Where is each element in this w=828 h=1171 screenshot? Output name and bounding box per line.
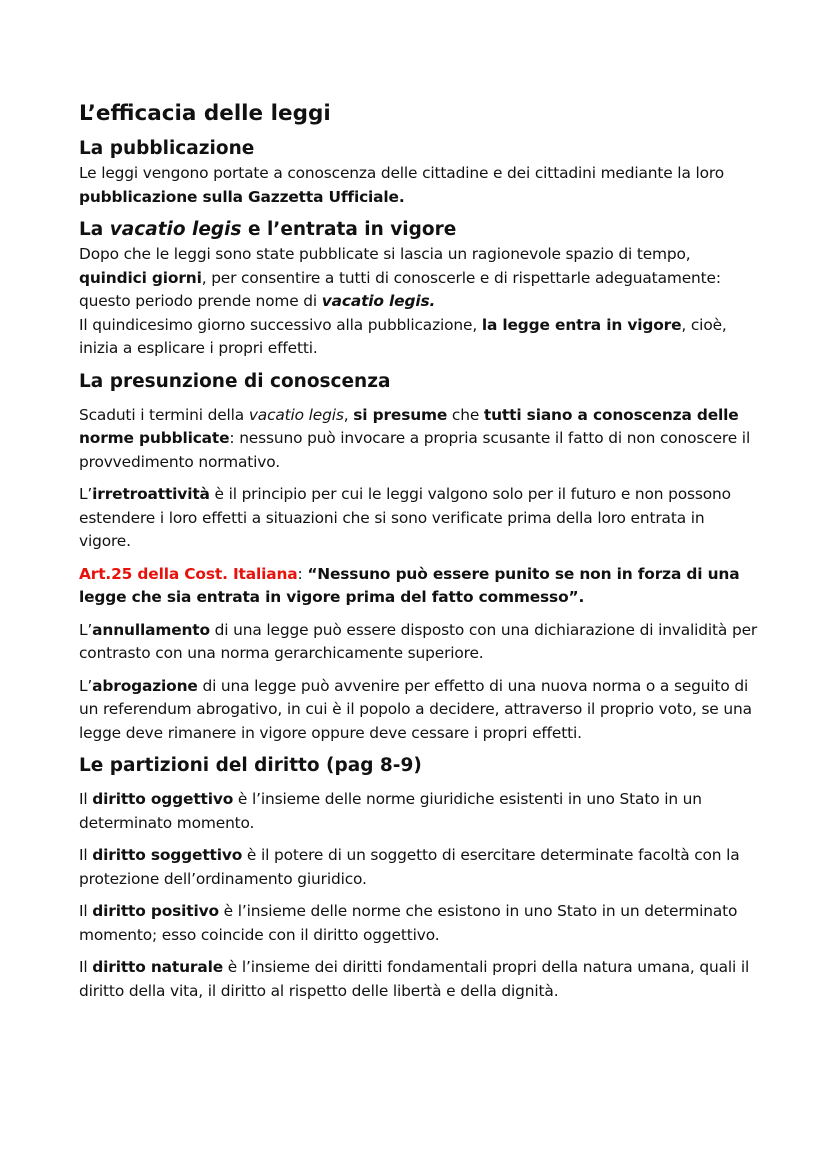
paragraph-pubblicazione: Le leggi vengono portate a conoscenza delle cittadine e dei cittadini mediante la loro pubblicazione sulla Gazzetta Ufficiale. (79, 164, 724, 206)
paragraph-diritto-naturale: Il diritto naturale è l’insieme dei diritti fondamentali propri della natura umana, quali il diritto della vita, il diritto al rispetto delle libertà e della dignità. (79, 958, 750, 1000)
paragraph-diritto-positivo: Il diritto positivo è l’insieme delle norme che esistono in uno Stato in un determinato momento; esso coincide con il diritto oggettivo. (79, 902, 738, 944)
paragraph-diritto-soggettivo: Il diritto soggettivo è il potere di un soggetto di esercitare determinate facoltà con la protezione dell’ordinamento giuridico. (79, 846, 740, 888)
document-page (79, 100, 759, 1003)
document-title: L’efficacia delle leggi (79, 101, 331, 126)
heading-pubblicazione: La pubblicazione (79, 138, 255, 159)
paragraph-vacatio-legis: Dopo che le leggi sono state pubblicate si lascia un ragionevole spazio di tempo, quindici giorni, per consentire a tutti di conoscerle e di rispettarle adeguatamente: questo periodo prende nome di vacatio legis. (79, 245, 721, 310)
art25-reference: Art.25 della Cost. Italiana (79, 564, 298, 583)
paragraph-presunzione: Scaduti i termini della vacatio legis, si presume che tutti siano a conoscenza delle norme pubblicate: nessuno può invocare a propria scusante il fatto di non conoscere il provvedimento normativo. (79, 405, 751, 471)
heading-presunzione: La presunzione di conoscenza (79, 370, 391, 392)
heading-vacatio-legis: La vacatio legis e l’entrata in vigore (79, 219, 457, 240)
paragraph-diritto-oggettivo: Il diritto oggettivo è l’insieme delle norme giuridiche esistenti in uno Stato in un determinato momento. (79, 790, 702, 832)
paragraph-annullamento: L’annullamento di una legge può essere disposto con una dichiarazione di invalidità per contrasto con una norma gerarchicamente superiore. (79, 620, 758, 662)
paragraph-irretroattivita: L’irretroattività è il principio per cui le leggi valgono solo per il futuro e non possono estendere i loro effetti a situazioni che si sono verificate prima della loro entrata in vigore. (79, 485, 731, 550)
paragraph-art25: Art.25 della Cost. Italiana: “Nessuno può essere punito se non in forza di una legge che sia entrata in vigore prima del fatto commesso”. (79, 564, 740, 606)
paragraph-abrogazione: L’abrogazione di una legge può avvenire per effetto di una nuova norma o a seguito di un referendum abrogativo, in cui è il popolo a decidere, attraverso il proprio voto, se una legge deve rimanere in vigore oppure deve cessare i propri effetti. (79, 676, 752, 742)
heading-partizioni: Le partizioni del diritto (pag 8-9) (79, 755, 422, 776)
paragraph-entrata-in-vigore: Il quindicesimo giorno successivo alla pubblicazione, la legge entra in vigore, cioè, inizia a esplicare i propri effetti. (79, 315, 727, 357)
